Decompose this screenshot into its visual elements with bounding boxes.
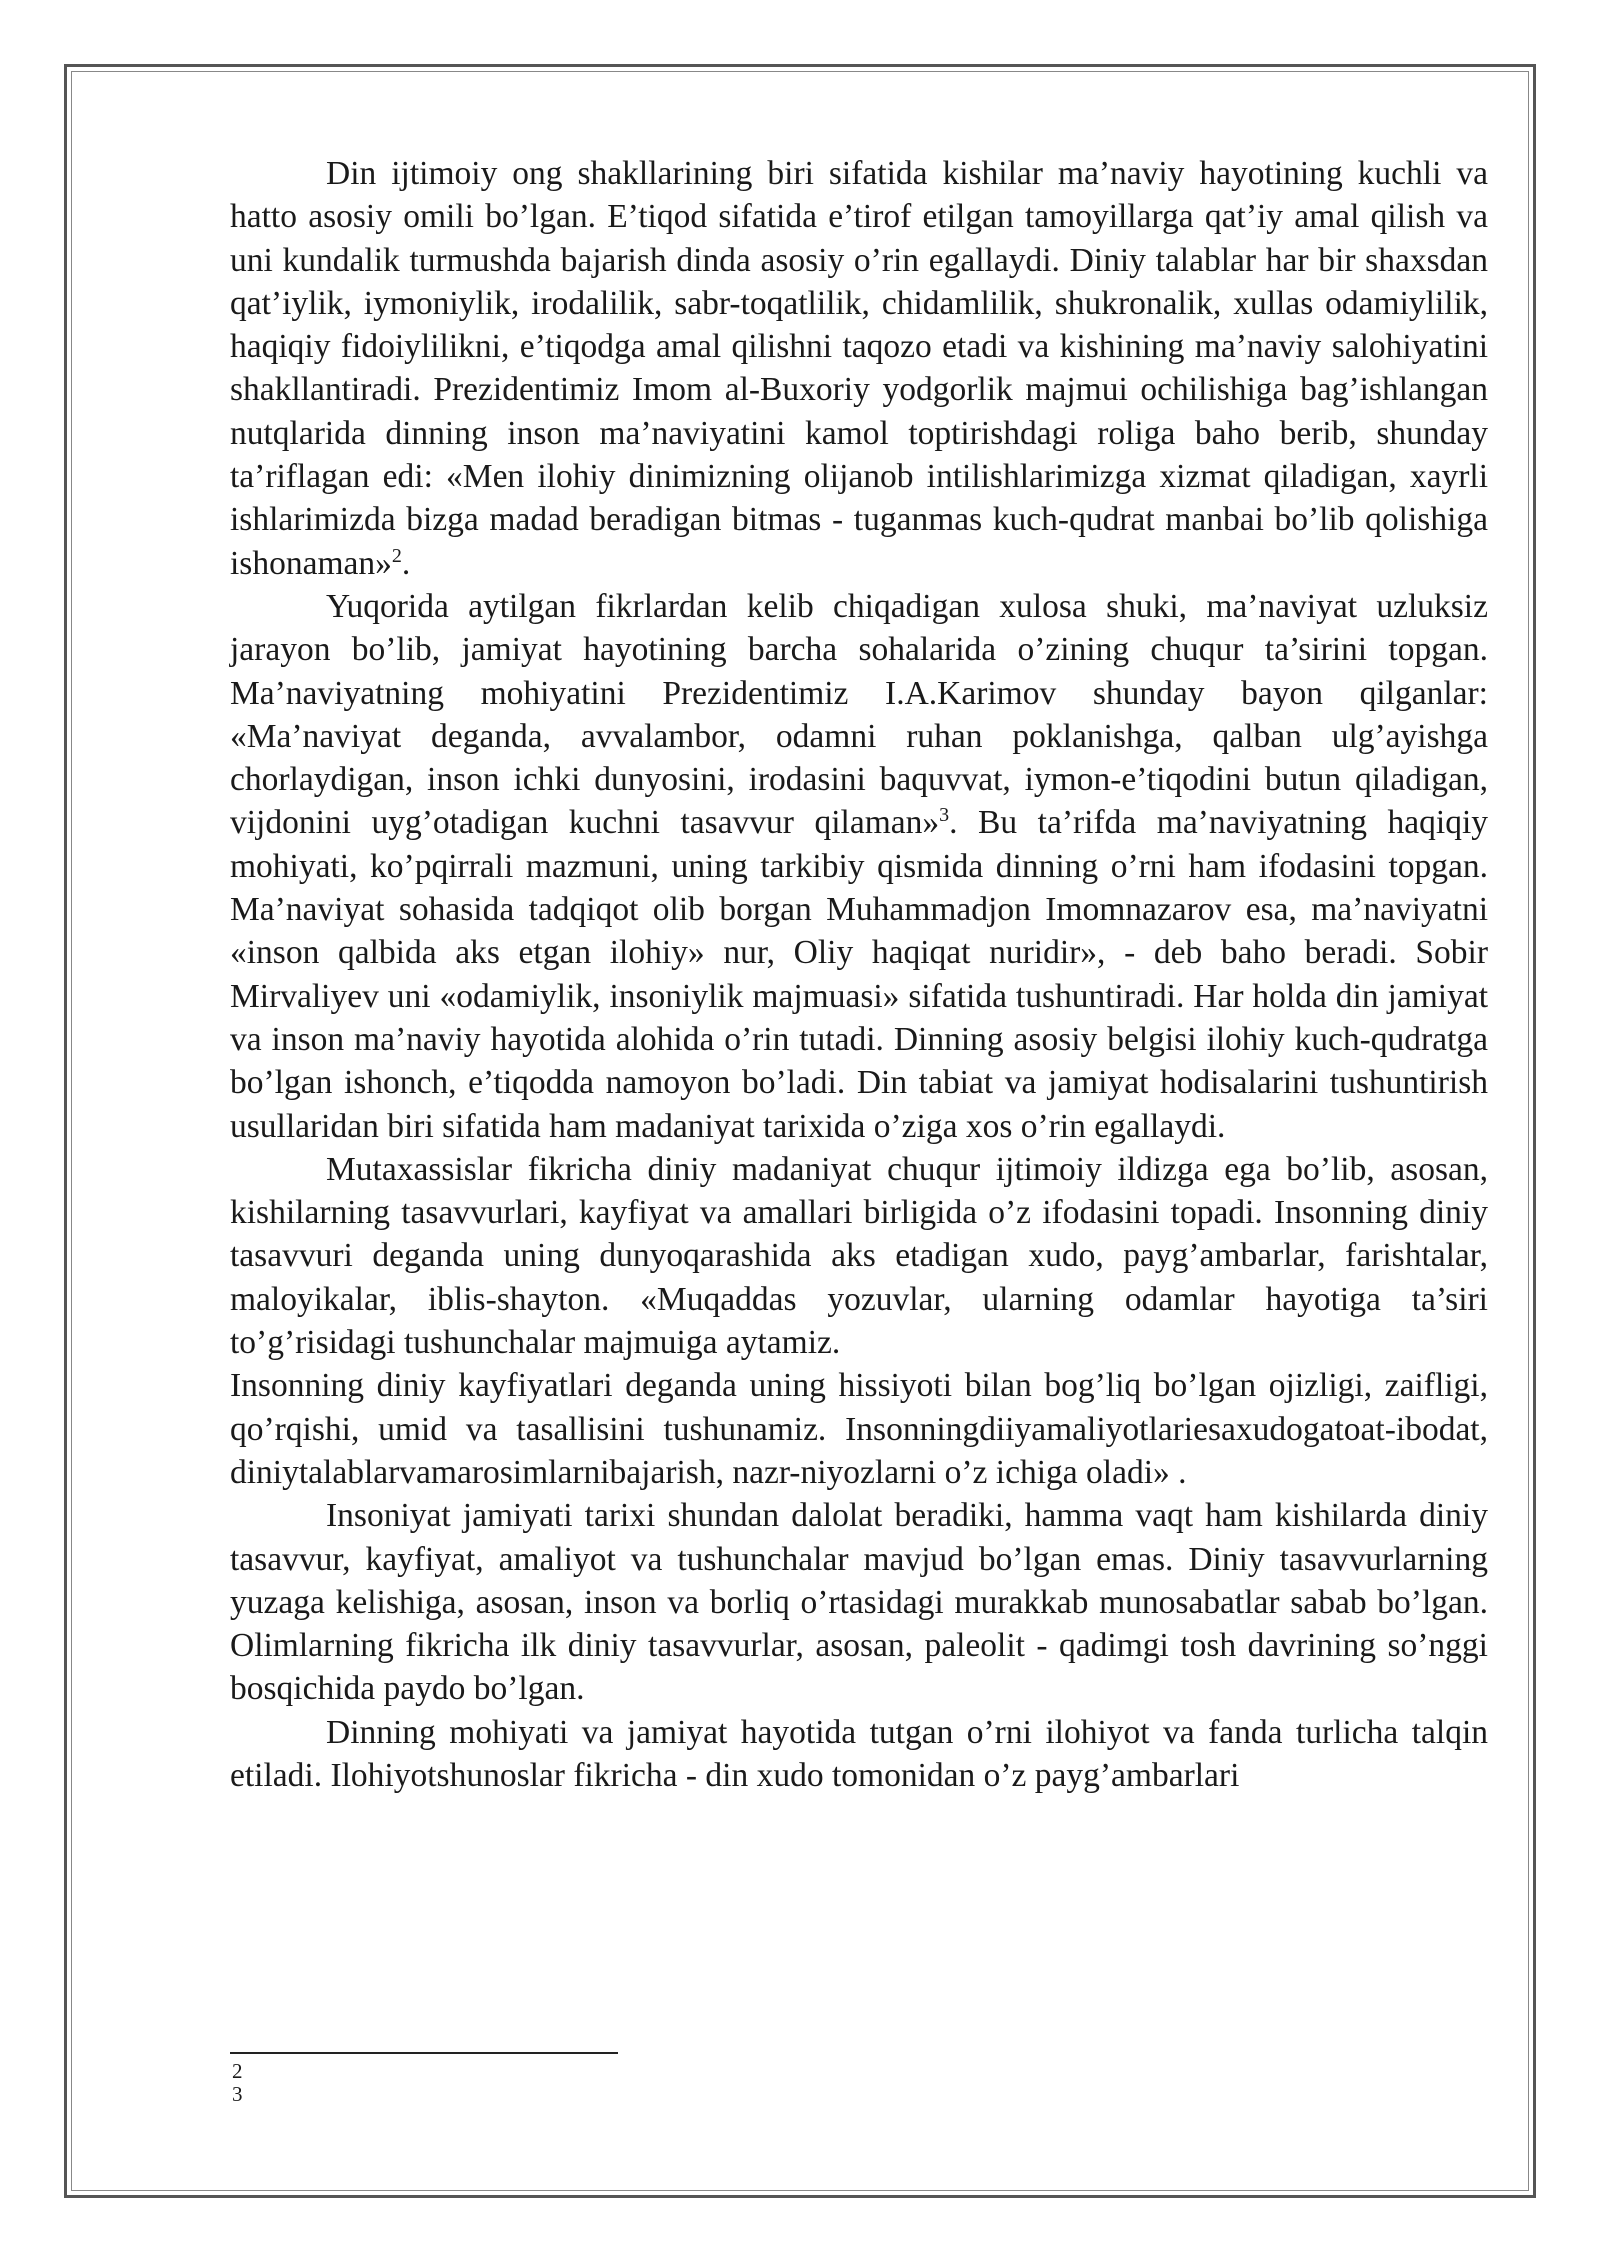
paragraph-5-text: Insoniyat jamiyati tarixi shundan dalolat beradiki, hamma vaqt ham kishilarda diniy tasavvur, kayfiyat, amaliyot va tushunchalar mavjud bo’lgan emas. Diniy tasavvurlarning yuzaga kelishiga, asosan, inson va borliq o’rtasidagi murakkab munosabatlar sabab bo’lgan. Olimlarning fikricha ilk diniy tasavvurlar, asosan, paleolit - qadimgi tosh davrining so’nggi bosqichida paydo bo’lgan. (230, 1497, 1488, 1708)
paragraph-2-text: Yuqorida aytilgan fikrlardan kelib chiqadigan xulosa shuki, ma’naviyat uzluksiz jarayon bo’lib, jamiyat hayotining barcha sohalarida o’zining chuqur ta’sirini topgan. Ma’naviyatning mohiyatini Prezidentimiz I.A.Karimov shunday bayon qilganlar: «Ma’naviyat deganda, avvalambor, odamni ruhan poklanishga, qalban ulg’ayishga chorlaydigan, inson ichki dunyosini, irodasini baquvvat, iymon-e’tiqodini butun qiladigan, vijdonini uyg’otadigan kuchni tasavvur qilaman» (230, 587, 1488, 842)
paragraph-5 (230, 1494, 1488, 1710)
paragraph-2 (230, 585, 1488, 1148)
paragraph-4 (230, 1364, 1488, 1494)
paragraph-6 (230, 1711, 1488, 1798)
paragraph-4-text: Insonning diniy kayfiyatlari deganda uning hissiyoti bilan bog’liq bo’lgan ojizligi, zaifligi, qo’rqishi, umid va tasallisini tushunamiz. Insonningdiiyamaliyotlariesaxudogatoat-ibodat, diniytalablarvamarosimlarnibajarish, nazr-niyozlarni o’z ichiga oladi» . (230, 1367, 1488, 1491)
footnote-2: 2 (232, 2059, 243, 2083)
footnotes (232, 2060, 243, 2106)
footnote-ref-2[interactable]: 2 (391, 544, 402, 567)
paragraph-1-tail: . (401, 544, 411, 582)
paragraph-6-text: Dinning mohiyati va jamiyat hayotida tutgan o’rni ilohiyot va fanda turlicha talqin etiladi. Ilohiyotshunoslar fikricha - din xudo tomonidan o’z payg’ambarlari (230, 1713, 1488, 1794)
paragraph-1-text: Din ijtimoiy ong shakllarining biri sifatida kishilar ma’naviy hayotining kuchli va hatto asosiy omili bo’lgan. E’tiqod sifatida e’tirof etilgan tamoyillarga qat’iy amal qilish va uni kundalik turmushda bajarish dinda asosiy o’rin egallaydi. Diniy talablar har bir shaxsdan qat’iylik, iymoniylik, irodalilik, sabr-toqatlilik, chidamlilik, shukronalik, xullas odamiylilik, haqiqiy fidoiylilikni, e’tiqodga amal qilishni taqozo etadi va kishining ma’naviy salohiyatini shakllantiradi. Prezidentimiz Imom al-Buxoriy yodgorlik majmui ochilishiga bag’ishlangan nutqlarida dinning inson ma’naviyatini kamol toptirishdagi roliga baho berib, shunday ta’riflagan edi: «Men ilohiy dinimizning olijanob intilishlarimizga xizmat qiladigan, xayrli ishlarimizda bizga madad beradigan bitmas - tuganmas kuch-qudrat manbai bo’lib qolishiga ishonaman» (230, 155, 1488, 582)
paragraph-2-tail: . Bu ta’rifda ma’naviyatning haqiqiy mohiyati, ko’pqirrali mazmuni, uning tarkibiy qismida dinning o’rni ham ifodasini topgan. Ma’naviyat sohasida tadqiqot olib borgan Muhammadjon Imomnazarov esa, ma’naviyatni «inson qalbida aks etgan ilohiy» nur, Oliy haqiqat nuridir», - deb baho beradi. Sobir Mirvaliyev uni «odamiylik, insoniylik majmuasi» sifatida tushuntiradi. Har holda din jamiyat va inson ma’naviy hayotida alohida o’rin tutadi. Dinning asosiy belgisi ilohiy kuch-qudratga bo’lgan ishonch, e’tiqodda namoyon bo’ladi. Din tabiat va jamiyat hodisalarini tushuntirish usullaridan biri sifatida ham madaniyat tarixida o’ziga xos o’rin egallaydi. (230, 804, 1489, 1145)
paragraph-3 (230, 1148, 1488, 1364)
paragraph-3-text: Mutaxassislar fikricha diniy madaniyat chuqur ijtimoiy ildizga ega bo’lib, asosan, kishilarning tasavvurlari, kayfiyat va amallari birligida o’z ifodasini topadi. Insonning diniy tasavvuri deganda uning dunyoqarashida aks etadigan xudo, payg’ambarlar, farishtalar, maloyikalar, iblis-shayton. «Muqaddas yozuvlar, ularning odamlar hayotiga ta’siri to’g’risidagi tushunchalar majmuiga aytamiz. (230, 1150, 1488, 1362)
footnote-3: 3 (232, 2082, 243, 2106)
footnote-separator (230, 2052, 618, 2054)
footnote-ref-3[interactable]: 3 (939, 804, 950, 827)
paragraph-1 (230, 152, 1488, 585)
document-body (230, 152, 1488, 1797)
